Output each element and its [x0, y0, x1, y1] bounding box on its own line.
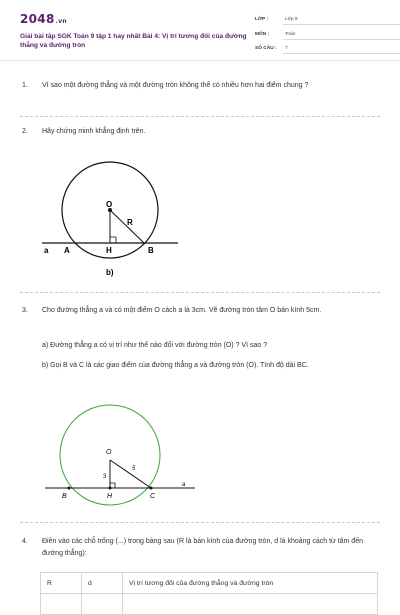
figure-2-label-h: H: [107, 493, 113, 500]
question-2-text: Hãy chứng minh khẳng định trên.: [42, 128, 146, 135]
figure-1-label-a-point: A: [64, 246, 70, 255]
question-1-text: Vì sao một đường thẳng và một đường tròn không thể có nhiều hơn hai điểm chung ?: [42, 82, 309, 89]
figure-2-point-h: [109, 487, 112, 490]
figure-2-label-b: B: [62, 493, 67, 500]
page-header: [0, 0, 400, 61]
figure-2-point-c: [150, 487, 153, 490]
table-header-d: d: [82, 573, 123, 594]
table-header-position: Vị trí tương đối của đường thẳng và đường tròn: [123, 573, 378, 594]
question-3b-text: b) Gọi B và C là các giao điểm của đường thẳng a và đường tròn (O). Tính độ dài BC.: [42, 362, 309, 369]
divider: [20, 522, 380, 523]
figure-1-caption: b): [106, 268, 114, 277]
figure-1: [40, 155, 180, 280]
figure-2-label-radius: 5: [132, 466, 136, 472]
table-row: [41, 594, 378, 615]
figure-2-label-a-line: a: [182, 482, 186, 488]
answer-table: [40, 572, 378, 615]
figure-2-label-o: O: [106, 449, 112, 456]
site-logo[interactable]: 2048.vn: [20, 12, 67, 26]
figure-1-label-a-line: a: [44, 246, 49, 255]
figure-1-right-angle: [110, 237, 116, 243]
figure-2: [40, 400, 200, 510]
figure-1-label-b: B: [148, 246, 154, 255]
meta-subject: MÔN : Toán: [255, 32, 295, 37]
divider: [20, 292, 380, 293]
table-header-row: [41, 573, 378, 594]
question-3-text: Cho đường thẳng a và có một điểm O cách a là 3cm. Vẽ đường tròn tâm O bán kính 5cm.: [42, 307, 322, 314]
figure-1-label-o: O: [106, 200, 113, 209]
figure-1-label-r: R: [127, 218, 133, 227]
question-3a-text: a) Đường thẳng a có vị trí như thế nào đối với đường tròn (O) ? Vì sao ?: [42, 342, 268, 349]
figure-2-segment-oc: [110, 460, 151, 488]
meta-grade: LỚP : Lớp 9: [255, 17, 297, 22]
figure-2-label-distance: 3: [103, 474, 107, 480]
table-header-r: R: [41, 573, 82, 594]
question-4-text: Điền vào các chỗ trống (...) trong bảng sau (R là bán kính của đường tròn, d là khoảng cách từ tâm đến đường thẳng):: [42, 538, 363, 557]
figure-2-point-b: [68, 487, 71, 490]
figure-1-label-h: H: [106, 246, 112, 255]
meta-count: SỐ CÂU : 7: [255, 46, 288, 51]
divider: [20, 116, 380, 117]
page-title: Giải bài tập SGK Toán 9 tập 1 hay nhất Bài 4: Vị trí tương đối của đường thẳng và đường tròn: [20, 33, 247, 49]
figure-2-label-c: C: [150, 493, 156, 500]
